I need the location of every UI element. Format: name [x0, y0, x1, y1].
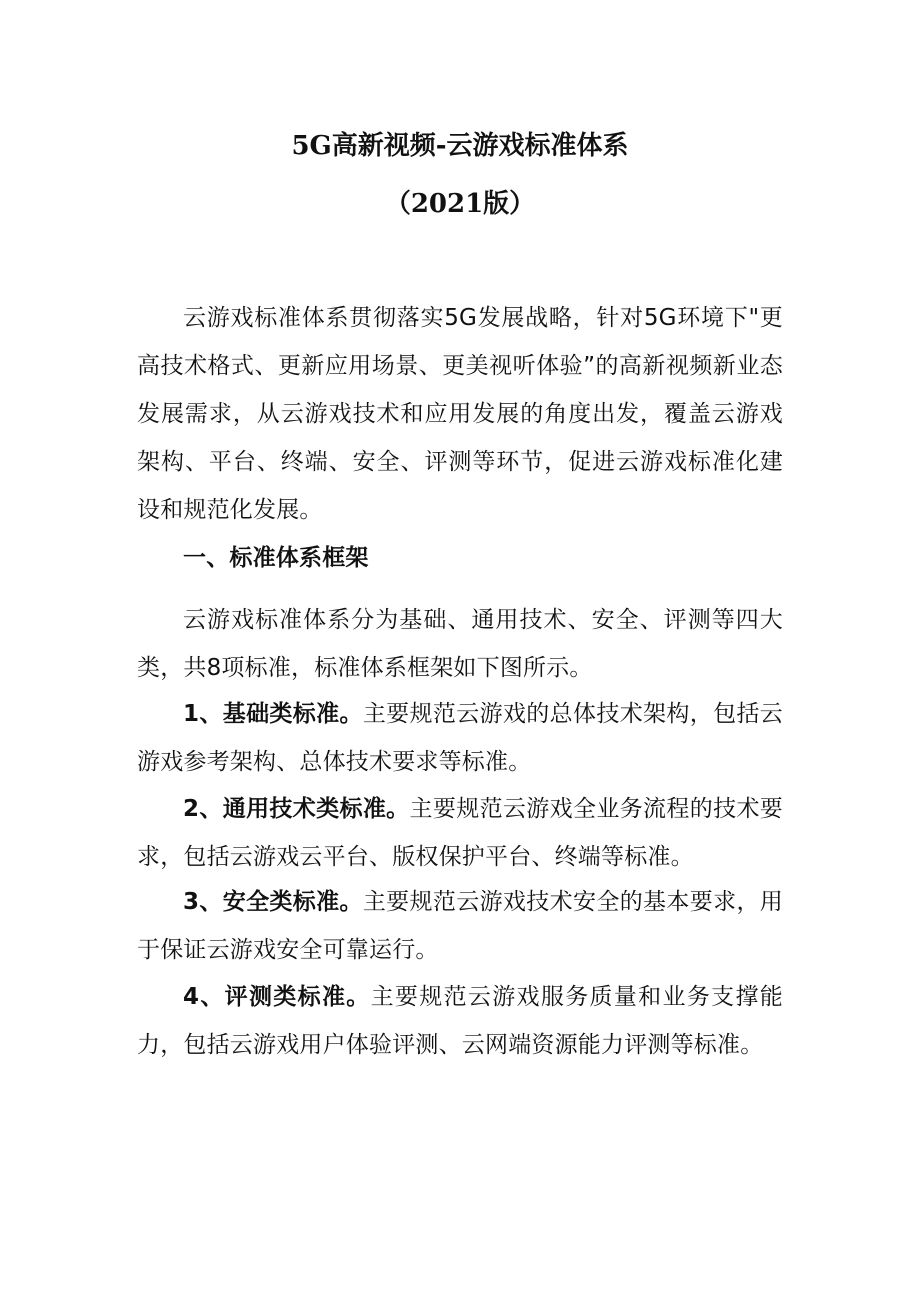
item-text: 主要规范云游戏技术安全的基本要求，用于保证云游戏安全可靠运行。 [137, 889, 783, 963]
item-label: 评测类标准。 [224, 984, 371, 1010]
item-basic-standards [137, 690, 783, 786]
item-number: 4、 [183, 984, 225, 1010]
document-title: 5G高新视频-云游戏标准体系 [291, 131, 629, 161]
intro-paragraph: 云游戏标准体系贯彻落实5G发展战略，针对5G环境下"更高技术格式、更新应用场景、更美视听体验”的高新视频新业态发展需求，从云游戏技术和应用发展的角度出发，覆盖云游戏架构、平台、终端、安全、评测等环节，促进云游戏标准化建设和规范化发展。 [137, 305, 783, 523]
item-label: 安全类标准。 [222, 889, 363, 915]
section-framework-body: 云游戏标准体系分为基础、通用技术、安全、评测等四大类，共8项标准，标准体系框架如下图所示。 [137, 607, 783, 681]
document-subtitle: （2021版） [384, 189, 536, 219]
item-label: 基础类标准。 [222, 701, 363, 727]
section-heading-framework: 一、标准体系框架 [183, 545, 369, 571]
item-text: 主要规范云游戏全业务流程的技术要求，包括云游戏云平台、版权保护平台、终端等标准。 [137, 796, 783, 870]
item-number: 3、 [183, 889, 223, 915]
item-evaluation-standards [137, 973, 783, 1069]
item-security-standards [137, 878, 783, 974]
item-label: 通用技术类标准。 [222, 796, 410, 822]
item-number: 2、 [183, 796, 223, 822]
item-text: 主要规范云游戏服务质量和业务支撑能力，包括云游戏用户体验评测、云网端资源能力评测等标准。 [137, 984, 783, 1058]
item-number: 1、 [183, 701, 223, 727]
item-general-tech-standards [137, 785, 783, 881]
item-text: 主要规范云游戏的总体技术架构，包括云游戏参考架构、总体技术要求等标准。 [137, 701, 783, 775]
